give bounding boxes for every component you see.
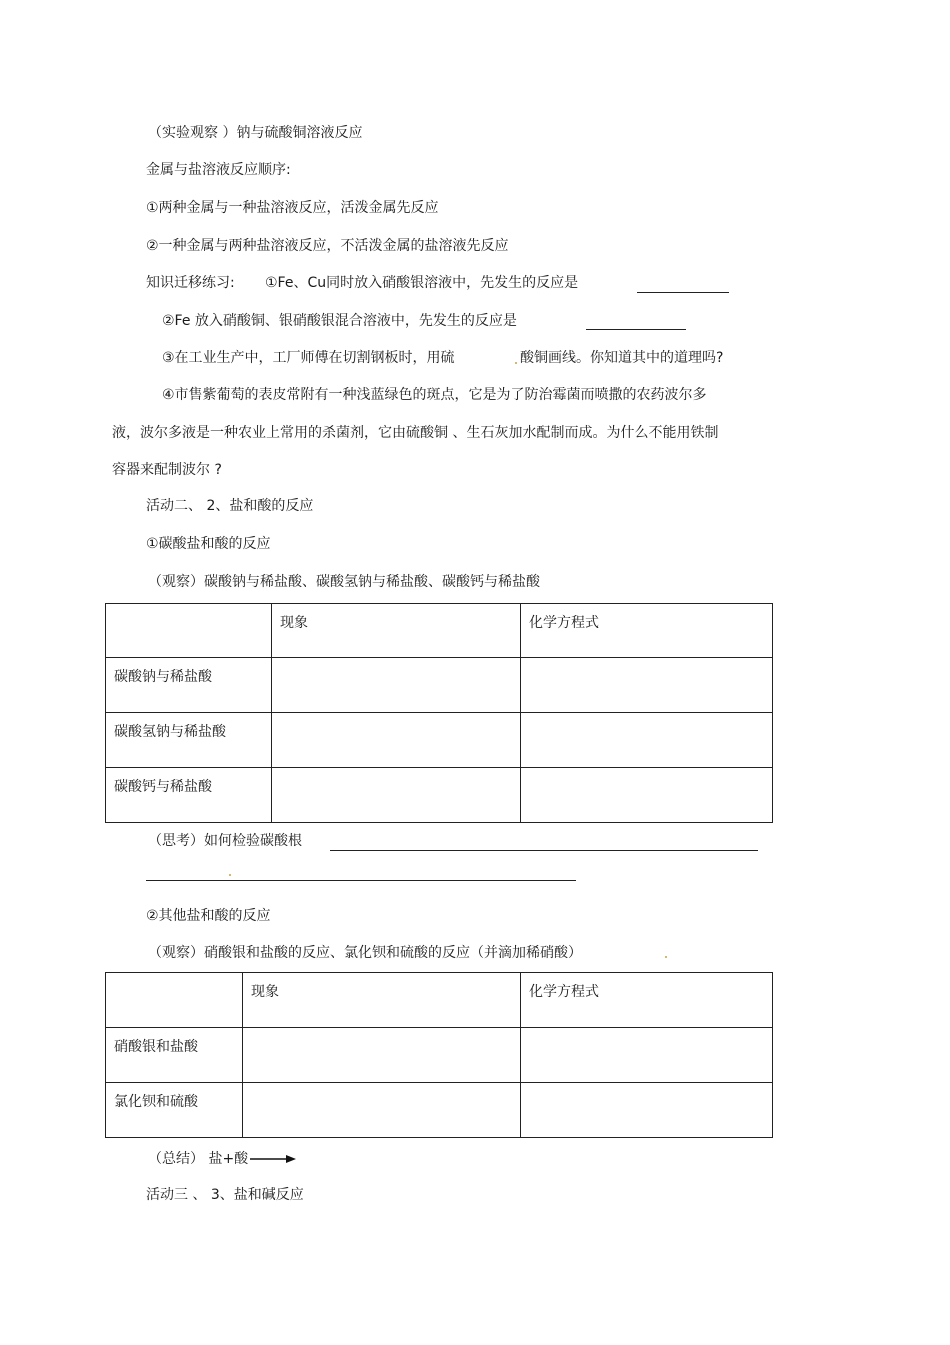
answer-blank-carbonate-1[interactable]: [330, 850, 758, 851]
scan-speck: [665, 956, 667, 958]
table-row: [106, 658, 773, 713]
question-4-line-2: 液，波尔多液是一种农业上常用的杀菌剂，它由硫酸铜 、生石灰加水配制而成。为什么不能用铁制: [112, 425, 719, 441]
carbonate-observation: （观察）碳酸钠与稀盐酸、碳酸氢钠与稀盐酸、碳酸钙与稀盐酸: [148, 574, 540, 590]
table-row: [106, 1083, 773, 1138]
question-2: ②Fe 放入硝酸铜、银硝酸银混合溶液中，先发生的反应是: [162, 313, 517, 329]
row-label: 碳酸氢钠与稀盐酸: [106, 713, 272, 768]
question-4-line-3: 容器来配制波尔 ?: [112, 462, 222, 478]
header-equation: 化学方程式: [521, 604, 773, 658]
think-prompt: （思考）如何检验碳酸根: [148, 833, 302, 849]
answer-blank-carbonate-2[interactable]: [146, 880, 576, 881]
equation-cell[interactable]: [521, 658, 773, 713]
question-1: ①Fe、Cu同时放入硝酸银溶液中，先发生的反应是: [265, 275, 579, 291]
equation-cell[interactable]: [521, 1083, 773, 1138]
order-title: 金属与盐溶液反应顺序:: [146, 162, 291, 178]
row-label: 氯化钡和硫酸: [106, 1083, 243, 1138]
question-3-part-a: ③在工业生产中，工厂师傅在切割钢板时，用硫: [162, 350, 455, 366]
phenomenon-cell[interactable]: [272, 713, 521, 768]
table-header-row: [106, 604, 773, 658]
scan-speck: [515, 362, 517, 364]
scan-speck: [229, 874, 231, 876]
header-empty: [106, 973, 243, 1028]
summary-text: （总结） 盐+酸: [148, 1151, 249, 1167]
activity-2-title: 活动二、 2、盐和酸的反应: [146, 498, 314, 514]
phenomenon-cell[interactable]: [272, 768, 521, 823]
carbonate-table: [105, 603, 773, 823]
phenomenon-cell[interactable]: [272, 658, 521, 713]
other-salts-subtitle: ②其他盐和酸的反应: [146, 908, 271, 924]
row-label: 硝酸银和盐酸: [106, 1028, 243, 1083]
header-equation: 化学方程式: [521, 973, 773, 1028]
other-salts-table: [105, 972, 773, 1138]
right-arrow-icon: [250, 1154, 296, 1164]
rule-2: ②一种金属与两种盐溶液反应，不活泼金属的盐溶液先反应: [146, 238, 509, 254]
transfer-label: 知识迁移练习:: [146, 275, 235, 291]
activity-3-title: 活动三 、 3、盐和碱反应: [146, 1187, 304, 1203]
header-phenomenon: 现象: [243, 973, 521, 1028]
answer-blank-2[interactable]: [586, 329, 686, 330]
question-4-line-1: ④市售紫葡萄的表皮常附有一种浅蓝绿色的斑点，它是为了防治霉菌而喷撒的农药波尔多: [162, 387, 707, 403]
equation-cell[interactable]: [521, 768, 773, 823]
table-row: [106, 1028, 773, 1083]
row-label: 碳酸钙与稀盐酸: [106, 768, 272, 823]
equation-cell[interactable]: [521, 1028, 773, 1083]
equation-cell[interactable]: [521, 713, 773, 768]
phenomenon-cell[interactable]: [243, 1083, 521, 1138]
carbonate-subtitle: ①碳酸盐和酸的反应: [146, 536, 271, 552]
question-3-part-b: 酸铜画线。你知道其中的道理吗?: [520, 350, 724, 366]
summary-row: [148, 1149, 296, 1169]
answer-blank-1[interactable]: [637, 292, 729, 293]
phenomenon-cell[interactable]: [243, 1028, 521, 1083]
table-row: [106, 768, 773, 823]
table-row: [106, 713, 773, 768]
header-empty: [106, 604, 272, 658]
header-phenomenon: 现象: [272, 604, 521, 658]
experiment-observation: （实验观察 ）钠与硫酸铜溶液反应: [148, 125, 363, 141]
table-header-row: [106, 973, 773, 1028]
other-salts-observation: （观察）硝酸银和盐酸的反应、氯化钡和硫酸的反应（并滴加稀硝酸）: [148, 945, 582, 961]
rule-1: ①两种金属与一种盐溶液反应，活泼金属先反应: [146, 200, 439, 216]
row-label: 碳酸钠与稀盐酸: [106, 658, 272, 713]
